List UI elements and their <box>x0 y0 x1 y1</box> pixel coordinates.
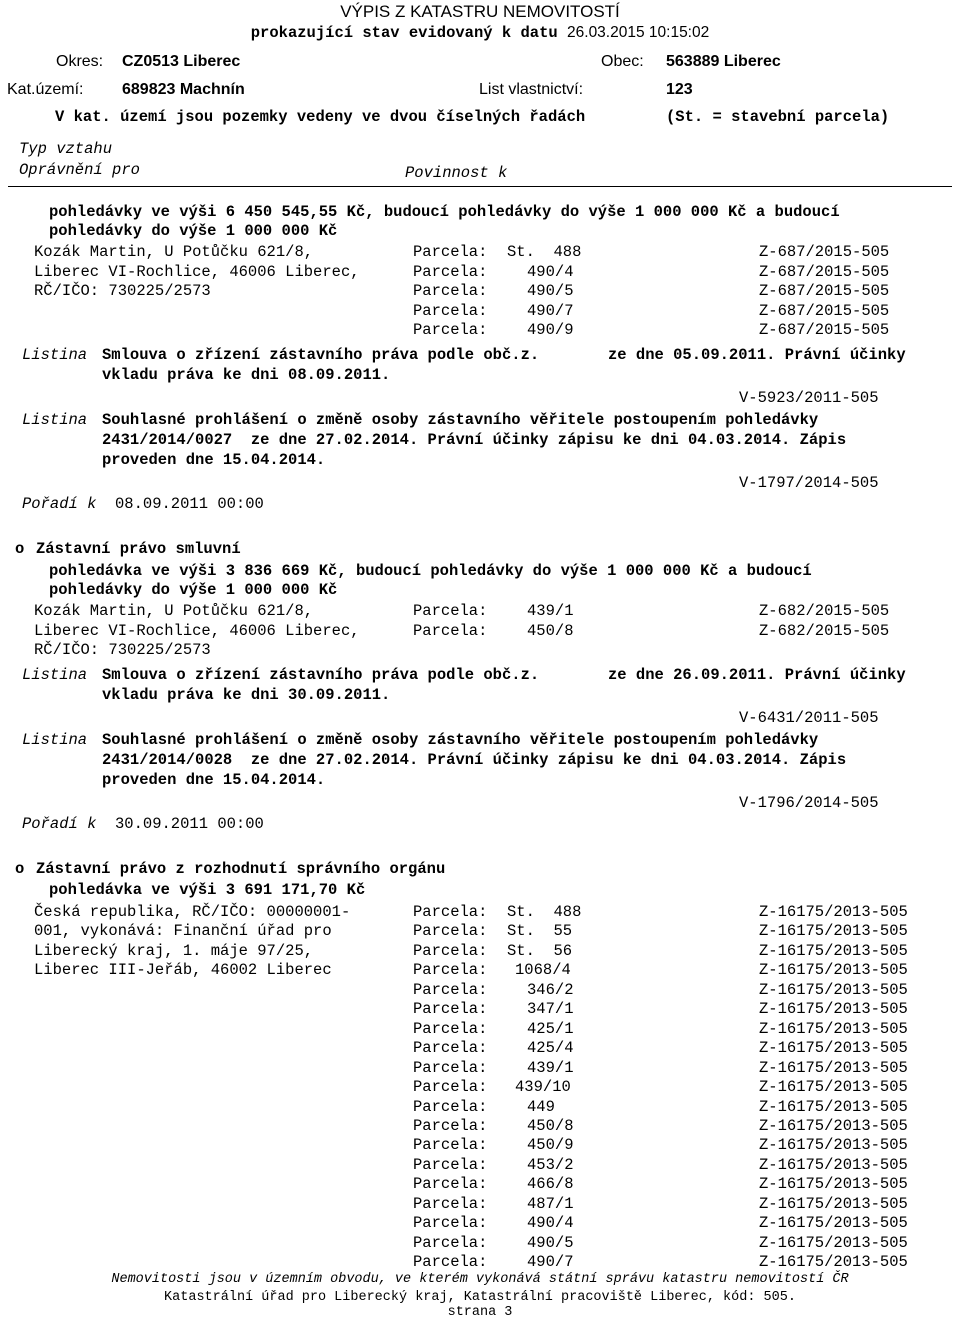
zapis-code: Z-16175/2013-505 <box>759 1136 908 1155</box>
obec-label: Obec: <box>601 53 644 70</box>
party-line: RČ/IČO: 730225/2573 <box>34 641 211 659</box>
parcel-row <box>0 903 960 923</box>
parcel-label: Parcela: <box>413 1194 488 1213</box>
parcel-number: St. 56 <box>507 941 573 960</box>
zapis-code: Z-16175/2013-505 <box>759 1058 908 1077</box>
listina-code: V-1797/2014-505 <box>739 474 879 492</box>
parcel-row <box>0 1020 960 1040</box>
parcel-label: Parcela: <box>413 622 488 640</box>
parcel-number: 439/10 <box>515 1078 571 1097</box>
poradi-label: Pořadí k <box>22 815 97 833</box>
party-line: RČ/IČO: 730225/2573 <box>34 282 211 300</box>
zapis-code: Z-687/2015-505 <box>759 263 890 281</box>
kat-uzemi-label: Kat.území: <box>7 81 84 98</box>
footer-office: Katastrální úřad pro Liberecký kraj, Katastrální pracoviště Liberec, kód: 505. <box>164 1290 796 1305</box>
zapis-code: Z-682/2015-505 <box>759 602 890 620</box>
zapis-code: Z-16175/2013-505 <box>759 1116 908 1135</box>
parcel-label: Parcela: <box>413 1116 488 1135</box>
parcel-label: Parcela: <box>413 922 488 941</box>
listina-label: Listina <box>22 666 88 684</box>
bullet-icon: o <box>15 540 25 558</box>
parcel-row <box>0 282 960 302</box>
parcel-row <box>0 321 960 341</box>
listina-text: proveden dne 15.04.2014. <box>102 771 326 789</box>
page-number: strana 3 <box>447 1305 513 1320</box>
parcel-number: 466/8 <box>527 1175 574 1194</box>
parcel-label: Parcela: <box>413 1136 488 1155</box>
parcel-label: Parcela: <box>413 1175 488 1194</box>
party-line: Kozák Martin, U Potůčku 621/8, <box>34 602 314 620</box>
parcel-row <box>0 1059 960 1079</box>
parcel-number: St. 488 <box>507 243 582 261</box>
zapis-code: Z-16175/2013-505 <box>759 1078 908 1097</box>
parcel-number: 490/4 <box>527 263 574 281</box>
list-vlastnictvi-label: List vlastnictví: <box>479 81 584 98</box>
col-typ-vztahu: Typ vztahu <box>19 140 113 158</box>
parcel-label: Parcela: <box>413 903 488 921</box>
zapis-code: Z-16175/2013-505 <box>759 1175 908 1194</box>
parcel-row <box>0 981 960 1001</box>
party-line: 001, vykonává: Finanční úřad pro <box>34 922 332 940</box>
parcel-label: Parcela: <box>413 1155 488 1174</box>
subtitle-prefix: prokazující stav evidovaný k datu <box>250 24 558 42</box>
footer-jurisdiction-note: Nemovitosti jsou v územním obvodu, ve kterém vykonává státní správu katastru nemovitostí ČR <box>111 1272 849 1287</box>
parcel-number: 439/1 <box>527 602 574 620</box>
party-line: Česká republika, RČ/IČO: 00000001- <box>34 903 351 921</box>
zapis-code: Z-16175/2013-505 <box>759 1233 908 1252</box>
parcel-row <box>0 922 960 942</box>
okres-value: CZ0513 Liberec <box>122 53 241 70</box>
parcel-row <box>0 1000 960 1020</box>
parcel-label: Parcela: <box>413 1039 488 1058</box>
zapis-code: Z-16175/2013-505 <box>759 922 908 941</box>
zapis-code: Z-16175/2013-505 <box>759 980 908 999</box>
parcel-row <box>0 1175 960 1195</box>
zapis-code: Z-16175/2013-505 <box>759 1194 908 1213</box>
parcel-row <box>0 602 960 622</box>
zapis-code: Z-16175/2013-505 <box>759 1019 908 1038</box>
parcel-label: Parcela: <box>413 1000 488 1019</box>
parcel-number: 490/4 <box>527 1214 574 1233</box>
obec-value: 563889 Liberec <box>666 53 781 70</box>
party-line: Liberec VI-Rochlice, 46006 Liberec, <box>34 263 360 281</box>
claim-text-line: pohledávky do výše 1 000 000 Kč <box>49 222 338 240</box>
party-line: Liberec VI-Rochlice, 46006 Liberec, <box>34 622 360 640</box>
parcel-number: 490/5 <box>527 1233 574 1252</box>
zapis-code: Z-16175/2013-505 <box>759 1253 908 1272</box>
parcel-label: Parcela: <box>413 321 488 339</box>
parcel-row <box>0 1117 960 1137</box>
parcel-row <box>0 1156 960 1176</box>
zapis-code: Z-687/2015-505 <box>759 282 890 300</box>
zapis-code: Z-16175/2013-505 <box>759 941 908 960</box>
parcel-number: 450/8 <box>527 1116 574 1135</box>
poradi-label: Pořadí k <box>22 495 97 513</box>
listina-text: Souhlasné prohlášení o změně osoby zástavního věřitele postoupením pohledávky <box>102 411 819 429</box>
encumbrance-title: Zástavní právo z rozhodnutí správního orgánu <box>36 860 446 878</box>
parcel-number: 450/8 <box>527 622 574 640</box>
zapis-code: Z-16175/2013-505 <box>759 961 908 980</box>
parcel-number: St. 488 <box>507 903 582 921</box>
stavebni-parcela-note: (St. = stavební parcela) <box>666 108 890 126</box>
zapis-code: Z-16175/2013-505 <box>759 1155 908 1174</box>
listina-text: 2431/2014/0027 ze dne 27.02.2014. Právní účinky zápisu ke dni 04.03.2014. Zápis <box>102 431 847 449</box>
listina-code: V-5923/2011-505 <box>739 389 879 407</box>
zapis-code: Z-16175/2013-505 <box>759 1214 908 1233</box>
parcel-row <box>0 243 960 263</box>
claim-text-line: pohledávky do výše 1 000 000 Kč <box>49 581 338 599</box>
listina-code: V-1796/2014-505 <box>739 794 879 812</box>
listina-text: proveden dne 15.04.2014. <box>102 451 326 469</box>
parcel-number: 450/9 <box>527 1136 574 1155</box>
parcel-number: 490/7 <box>527 1253 574 1272</box>
zapis-code: Z-682/2015-505 <box>759 622 890 640</box>
parcel-label: Parcela: <box>413 1214 488 1233</box>
kat-uzemi-value: 689823 Machnín <box>122 81 245 98</box>
parcel-label: Parcela: <box>413 302 488 320</box>
zapis-code: Z-687/2015-505 <box>759 321 890 339</box>
party-line: Liberecký kraj, 1. máje 97/25, <box>34 942 314 960</box>
subtitle-date: 26.03.2015 10:15:02 <box>567 24 710 41</box>
parcel-label: Parcela: <box>413 1253 488 1272</box>
listina-text: 2431/2014/0028 ze dne 27.02.2014. Právní účinky zápisu ke dni 04.03.2014. Zápis <box>102 751 847 769</box>
listina-label: Listina <box>22 731 88 749</box>
parcel-number: 1068/4 <box>515 961 571 980</box>
zapis-code: Z-687/2015-505 <box>759 302 890 320</box>
parcel-row <box>0 961 960 981</box>
parcel-number: 346/2 <box>527 980 574 999</box>
listina-label: Listina <box>22 346 88 364</box>
parcel-row <box>0 1234 960 1254</box>
okres-label: Okres: <box>56 53 104 70</box>
parcel-label: Parcela: <box>413 602 488 620</box>
parcel-number: 347/1 <box>527 1000 574 1019</box>
parcel-label: Parcela: <box>413 1019 488 1038</box>
parcel-label: Parcela: <box>413 941 488 960</box>
parcel-number: 449 <box>527 1097 555 1116</box>
party-line: Liberec III-Jeřáb, 46002 Liberec <box>34 961 332 979</box>
parcel-number: 453/2 <box>527 1155 574 1174</box>
zapis-code: Z-16175/2013-505 <box>759 1097 908 1116</box>
parcel-row <box>0 1078 960 1098</box>
parcel-row <box>0 942 960 962</box>
parcel-number: 487/1 <box>527 1194 574 1213</box>
parcel-row <box>0 1039 960 1059</box>
listina-code: V-6431/2011-505 <box>739 709 879 727</box>
listina-text: vkladu práva ke dni 30.09.2011. <box>102 686 391 704</box>
listina-text: Smlouva o zřízení zástavního práva podle obč.z. <box>102 346 540 364</box>
listina-label: Listina <box>22 411 88 429</box>
parcel-row <box>0 263 960 283</box>
parcel-series-note: V kat. území jsou pozemky vedeny ve dvou číselných řadách <box>55 108 586 126</box>
col-opravneni-pro: Oprávnění pro <box>19 161 140 179</box>
header-divider <box>8 186 952 187</box>
listina-date: ze dne 26.09.2011. Právní účinky <box>608 666 906 684</box>
listina-text: Smlouva o zřízení zástavního práva podle obč.z. <box>102 666 540 684</box>
col-povinnost-k: Povinnost k <box>405 164 508 182</box>
claim-text-line: pohledávka ve výši 3 691 171,70 Kč <box>49 881 366 899</box>
listina-text: Souhlasné prohlášení o změně osoby zástavního věřitele postoupením pohledávky <box>102 731 819 749</box>
zapis-code: Z-16175/2013-505 <box>759 903 908 921</box>
parcel-label: Parcela: <box>413 1078 488 1097</box>
poradi-value: 08.09.2011 00:00 <box>115 495 264 513</box>
parcel-row <box>0 622 960 642</box>
parcel-row <box>0 1098 960 1118</box>
parcel-number: St. 55 <box>507 922 573 941</box>
listina-text: vkladu práva ke dni 08.09.2011. <box>102 366 391 384</box>
parcel-row <box>0 1195 960 1215</box>
parcel-number: 490/9 <box>527 321 574 339</box>
zapis-code: Z-687/2015-505 <box>759 243 890 261</box>
poradi-value: 30.09.2011 00:00 <box>115 815 264 833</box>
parcel-label: Parcela: <box>413 1058 488 1077</box>
bullet-icon: o <box>15 860 25 878</box>
encumbrance-title: Zástavní právo smluvní <box>36 540 241 558</box>
zapis-code: Z-16175/2013-505 <box>759 1000 908 1019</box>
zapis-code: Z-16175/2013-505 <box>759 1039 908 1058</box>
party-line: Kozák Martin, U Potůčku 621/8, <box>34 243 314 261</box>
parcel-number: 439/1 <box>527 1058 574 1077</box>
document-title: VÝPIS Z KATASTRU NEMOVITOSTÍ <box>340 2 620 21</box>
parcel-label: Parcela: <box>413 243 488 261</box>
parcel-row <box>0 1136 960 1156</box>
claim-text-line: pohledávka ve výši 3 836 669 Kč, budoucí pohledávky do výše 1 000 000 Kč a budoucí <box>49 562 812 580</box>
parcel-row <box>0 1253 960 1273</box>
parcel-number: 425/4 <box>527 1039 574 1058</box>
parcel-label: Parcela: <box>413 282 488 300</box>
parcel-number: 490/7 <box>527 302 574 320</box>
parcel-row <box>0 302 960 322</box>
document-subtitle <box>0 23 960 43</box>
parcel-label: Parcela: <box>413 1097 488 1116</box>
list-vlastnictvi-value: 123 <box>666 81 693 98</box>
listina-date: ze dne 05.09.2011. Právní účinky <box>608 346 906 364</box>
parcel-label: Parcela: <box>413 263 488 281</box>
parcel-row <box>0 1214 960 1234</box>
parcel-number: 425/1 <box>527 1019 574 1038</box>
parcel-number: 490/5 <box>527 282 574 300</box>
parcel-label: Parcela: <box>413 1233 488 1252</box>
parcel-label: Parcela: <box>413 980 488 999</box>
claim-text-line: pohledávky ve výši 6 450 545,55 Kč, budoucí pohledávky do výše 1 000 000 Kč a budoucí <box>49 203 840 221</box>
parcel-label: Parcela: <box>413 961 488 980</box>
